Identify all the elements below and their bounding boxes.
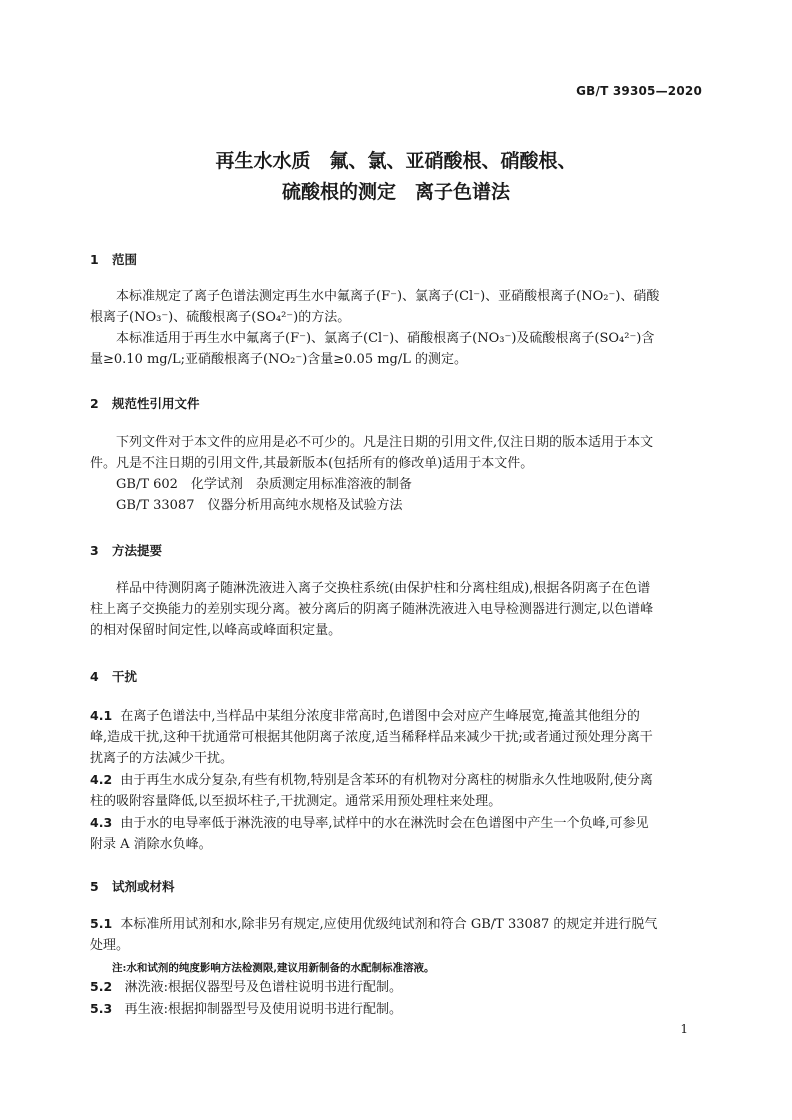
section-3-body: [90, 578, 702, 641]
reference-gb-t-33087: GB/T 33087 仪器分析用高纯水规格及试验方法: [116, 498, 403, 513]
section-4-body: [90, 705, 702, 855]
text-line: 本标准所用试剂和水,除非另有规定,应使用优级纯试剂和符合 GB/T 33087 的规定并进行脱气: [120, 917, 658, 932]
section-5-clause-5-1: [90, 913, 702, 956]
text-line: 附录 A 消除水负峰。: [90, 837, 212, 852]
standard-code: GB/T 39305—2020: [576, 84, 702, 98]
clause-number: 4.3: [90, 815, 113, 830]
text-line: 淋洗液:根据仪器型号及色谱柱说明书进行配制。: [124, 980, 402, 995]
section-title: 规范性引用文件: [112, 396, 200, 411]
section-number: 3: [90, 543, 99, 558]
text-line: 根离子(NO₃⁻)、硫酸根离子(SO₄²⁻)的方法。: [90, 310, 351, 325]
clause-number: 4.1: [90, 708, 113, 723]
section-3-heading: [90, 541, 162, 559]
section-title: 范围: [112, 252, 138, 267]
text-line: 柱上离子交换能力的差别实现分离。被分离后的阴离子随淋洗液进入电导检测器进行测定,以色谱峰: [90, 602, 654, 617]
clause-4-2: [90, 769, 702, 791]
text-line: 柱的吸附容量降低,以至损坏柱子,干扰测定。通常采用预处理柱来处理。: [90, 794, 502, 809]
section-title: 干扰: [112, 669, 138, 684]
section-title: 方法提要: [112, 543, 163, 558]
clause-number: 5.1: [90, 916, 113, 931]
text-line: 下列文件对于本文件的应用是必不可少的。凡是注日期的引用文件,仅注日期的版本适用于本文: [116, 435, 654, 450]
section-number: 4: [90, 669, 99, 684]
title-line-1: 再生水水质 氟、氯、亚硝酸根、硝酸根、: [215, 150, 577, 172]
clause-4-3: [90, 812, 702, 834]
text-line: 量≥0.10 mg/L;亚硝酸根离子(NO₂⁻)含量≥0.05 mg/L 的测定。: [90, 352, 468, 367]
text-line: 峰,造成干扰,这种干扰通常可根据其他阴离子浓度,适当稀释样品来减少干扰;或者通过预处理分离干: [90, 730, 653, 745]
clause-5-2: [90, 976, 702, 998]
text-line: 扰离子的方法减少干扰。: [90, 751, 234, 766]
clause-5-3: [90, 998, 702, 1020]
clause-number: 5.2: [90, 979, 113, 994]
title-line-2: 硫酸根的测定 离子色谱法: [281, 181, 510, 203]
text-line: 处理。: [90, 938, 130, 953]
text-line: 再生液:根据抑制器型号及使用说明书进行配制。: [124, 1002, 402, 1017]
text-line: 本标准规定了离子色谱法测定再生水中氟离子(F⁻)、氯离子(Cl⁻)、亚硝酸根离子(NO₂⁻)、硝酸: [116, 289, 660, 304]
section-number: 5: [90, 879, 99, 894]
section-4-heading: [90, 667, 137, 685]
note: 注:水和试剂的纯度影响方法检测限,建议用新制备的水配制标准溶液。: [112, 962, 435, 974]
text-line: 样品中待测阴离子随淋洗液进入离子交换柱系统(由保护柱和分离柱组成),根据各阴离子在色谱: [116, 581, 651, 596]
section-number: 1: [90, 252, 99, 267]
section-title: 试剂或材料: [112, 879, 175, 894]
text-line: 由于水的电导率低于淋洗液的电导率,试样中的水在淋洗时会在色谱图中产生一个负峰,可参见: [120, 816, 649, 831]
section-2-heading: [90, 394, 200, 412]
section-2-body: [90, 432, 702, 516]
clause-5-1: [90, 913, 702, 935]
text-line: 件。凡是不注日期的引用文件,其最新版本(包括所有的修改单)适用于本文件。: [90, 456, 534, 471]
page-number: 1: [680, 1022, 688, 1036]
text-line: 在离子色谱法中,当样品中某组分浓度非常高时,色谱图中会对应产生峰展宽,掩盖其他组分的: [120, 709, 640, 724]
section-5-heading: [90, 877, 175, 895]
text-line: 的相对保留时间定性,以峰高或峰面积定量。: [90, 623, 342, 638]
clause-number: 5.3: [90, 1001, 113, 1016]
section-number: 2: [90, 396, 99, 411]
document-title: [90, 146, 702, 208]
text-line: 由于再生水成分复杂,有些有机物,特别是含苯环的有机物对分离柱的树脂永久性地吸附,使分离: [120, 773, 653, 788]
clause-number: 4.2: [90, 772, 113, 787]
clause-4-1: [90, 705, 702, 727]
section-1-heading: [90, 250, 137, 268]
reference-gb-t-602: GB/T 602 化学试剂 杂质测定用标准溶液的制备: [116, 477, 412, 492]
section-1-body: [90, 286, 702, 370]
text-line: 本标准适用于再生水中氟离子(F⁻)、氯离子(Cl⁻)、硝酸根离子(NO₃⁻)及硫酸根离子(SO₄²⁻)含: [116, 331, 655, 346]
section-5-clauses: [90, 976, 702, 1020]
